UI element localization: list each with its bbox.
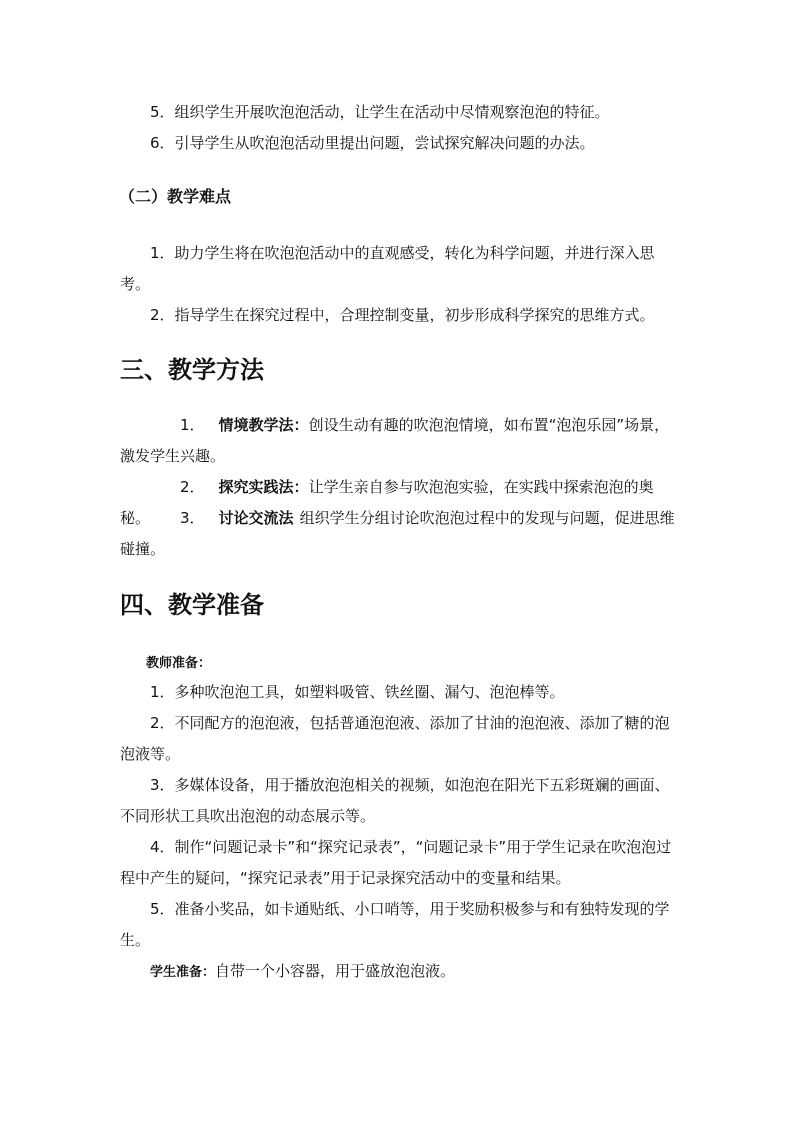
method-text: 组织学生分组讨论吹泡泡过程中的发现与问题，促进思维碰撞。 [120, 509, 675, 558]
method-term: 讨论交流法 [218, 509, 294, 527]
list-item: 2．指导学生在探究过程中，合理控制变量，初步形成科学探究的思维方式。 [150, 306, 655, 324]
list-item: 3．多媒体设备，用于播放泡泡相关的视频，如泡泡在阳光下五彩斑斓的画面、不同形状工具吹出泡泡的动态展示等。 [120, 776, 670, 825]
section-subheading: （二）教学难点 [119, 187, 232, 206]
list-item: 5．准备小奖品，如卡通贴纸、小口哨等，用于奖励积极参与和有独特发现的学生。 [120, 900, 670, 949]
section-heading: 四、教学准备 [120, 591, 264, 619]
item-number: 3． [180, 509, 205, 527]
item-number: 1． [180, 416, 205, 434]
list-item: 6．引导学生从吹泡泡活动里提出问题，尝试探究解决问题的办法。 [150, 134, 595, 152]
student-prep [120, 956, 680, 988]
teacher-prep-label: 教师准备： [146, 656, 212, 671]
list-item: 4．制作“问题记录卡”和“探究记录表”，“问题记录卡”用于学生记录在吹泡泡过程中产生的疑问，“探究记录表”用于记录探究活动中的变量和结果。 [120, 838, 672, 887]
method-item [120, 503, 680, 565]
method-item [120, 410, 680, 472]
list-item: 1．助力学生将在吹泡泡活动中的直观感受，转化为科学问题，并进行深入思考。 [120, 244, 655, 293]
method-term: 情境教学法： [218, 416, 309, 434]
item-number: 2． [180, 478, 205, 496]
section-heading: 三、教学方法 [120, 356, 264, 384]
method-text: 创设生动有趣的吹泡泡情境，如布置“泡泡乐园”场景，激发学生兴趣。 [120, 416, 670, 465]
list-item: 5．组织学生开展吹泡泡活动，让学生在活动中尽情观察泡泡的特征。 [150, 103, 610, 121]
student-prep-label: 学生准备： [150, 965, 216, 980]
method-term: 探究实践法： [218, 478, 309, 496]
list-item: 1．多种吹泡泡工具，如塑料吸管、铁丝圈、漏勺、泡泡棒等。 [150, 683, 565, 701]
student-prep-text: 自带一个小容器，用于盛放泡泡液。 [215, 962, 456, 980]
list-item: 2．不同配方的泡泡液，包括普通泡泡液、添加了甘油的泡泡液、添加了糖的泡泡液等。 [120, 714, 670, 763]
method-text: 让学生亲自参与吹泡泡实验，在实践中探索泡泡的奥秘。 [120, 478, 654, 527]
